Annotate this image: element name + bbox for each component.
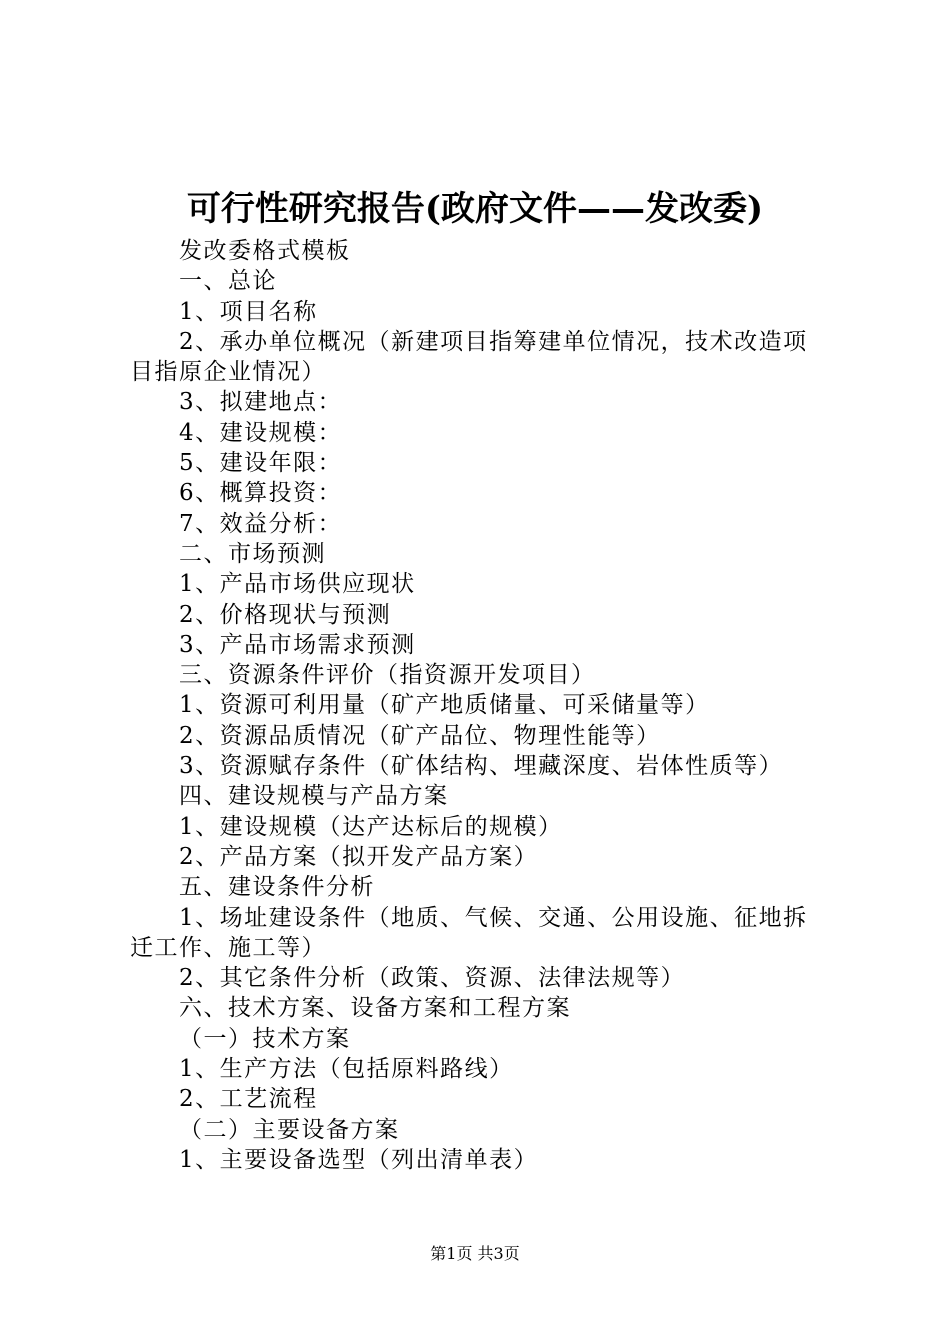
paragraph: 6、概算投资： [179,480,343,507]
section-heading: 五、建设条件分析 [179,874,375,901]
document-body [130,236,830,1175]
paragraph: 2、产品方案（拟开发产品方案） [179,843,539,870]
section-heading: 六、技术方案、设备方案和工程方案 [179,995,571,1022]
paragraph: 5、建设年限： [179,450,343,477]
section-heading: 二、市场预测 [179,540,326,567]
paragraph: 1、场址建设条件（地质、气候、交通、公用设施、征地拆迁工作、施工等） [130,904,808,961]
document-title: 可行性研究报告(政府文件——发改委) [186,189,764,229]
paragraph: 1、项目名称 [179,298,318,325]
paragraph: 7、效益分析： [179,510,343,537]
paragraph: 2、承办单位概况（新建项目指筹建单位情况，技术改造项目指原企业情况） [130,328,808,386]
section-heading: 四、建设规模与产品方案 [179,783,449,810]
paragraph: 2、价格现状与预测 [179,601,392,628]
paragraph: 1、产品市场供应现状 [179,571,416,598]
page-number: 第1页 共3页 [430,1244,520,1263]
subsection-heading: （一）技术方案 [179,1025,351,1052]
paragraph: 3、资源赋存条件（矿体结构、埋藏深度、岩体性质等） [179,753,784,780]
paragraph: 2、资源品质情况（矿产品位、物理性能等） [179,722,661,749]
subsection-heading: （二）主要设备方案 [179,1116,400,1143]
paragraph: 1、生产方法（包括原料路线） [179,1056,514,1083]
section-heading: 三、资源条件评价（指资源开发项目） [179,662,596,689]
paragraph: 1、主要设备选型（列出清单表） [179,1146,539,1173]
paragraph: 3、拟建地点： [179,389,343,416]
paragraph: 1、资源可利用量（矿产地质储量、可采储量等） [179,692,710,719]
paragraph: 1、建设规模（达产达标后的规模） [179,813,563,840]
paragraph: 3、产品市场需求预测 [179,631,416,658]
paragraph: 发改委格式模板 [179,238,351,264]
paragraph: 2、工艺流程 [179,1086,318,1113]
paragraph: 4、建设规模： [179,419,343,446]
paragraph: 2、其它条件分析（政策、资源、法律法规等） [179,965,686,992]
section-heading: 一、总论 [179,268,277,295]
